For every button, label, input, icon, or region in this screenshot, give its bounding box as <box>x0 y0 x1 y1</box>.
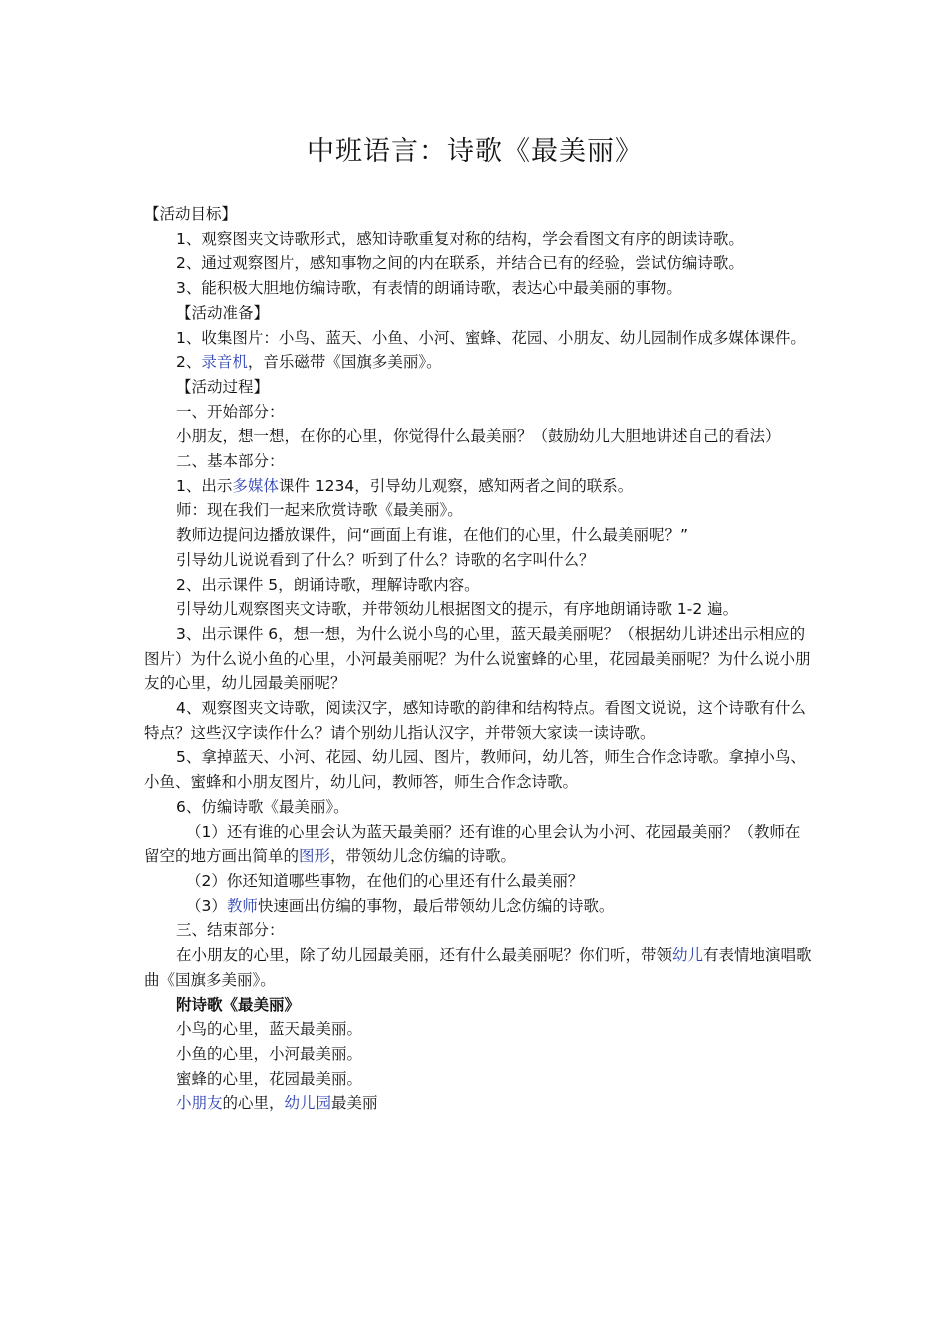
step1-text: 课件 1234，引导幼儿观察，感知两者之间的联系。 <box>278 476 634 495</box>
document-body <box>144 202 812 1116</box>
goal-item-1: 1、观察图夹文诗歌形式，感知诗歌重复对称的结构，学会看图文有序的朗读诗歌。 <box>176 229 744 248</box>
prep-item-1: 1、收集图片：小鸟、蓝天、小鱼、小河、蜜蜂、花园、小朋友、幼儿园制作成多媒体课件。 <box>176 328 806 347</box>
multimedia-link[interactable]: 多媒体 <box>232 476 279 495</box>
kids-link[interactable]: 小朋友 <box>176 1094 223 1113</box>
step1 <box>144 474 812 499</box>
children-link[interactable]: 幼儿 <box>672 946 704 965</box>
page-title: 中班语言：诗歌《最美丽》 <box>307 136 643 167</box>
poem-line-4-a: 的心里， <box>222 1094 285 1113</box>
poem-line-2: 小鱼的心里，小河最美丽。 <box>176 1044 363 1063</box>
graphic-link[interactable]: 图形 <box>299 847 331 866</box>
teacher-link[interactable]: 教师 <box>226 896 258 915</box>
process-heading: 【活动过程】 <box>176 377 270 396</box>
step3: 3、出示课件 6，想一想，为什么说小鸟的心里，蓝天最美丽呢？（根据幼儿讲述出示相应的图片）为什么说小鱼的心里，小河最美丽呢？为什么说蜜蜂的心里，花园最美丽呢？为什么说小朋友的心里，幼儿园最美丽呢？ <box>144 624 811 693</box>
step6-sub-3 <box>144 894 812 919</box>
kindergarten-link[interactable]: 幼儿园 <box>284 1094 332 1113</box>
step5: 5、拿掉蓝天、小河、花园、幼儿园、图片，教师问，幼儿答，师生合作念诗歌。拿掉小鸟、小鱼、蜜蜂和小朋友图片，幼儿问，教师答，师生合作念诗歌。 <box>144 748 806 792</box>
goal-item-3: 3、能积极大胆地仿编诗歌，有表情的朗诵诗歌，表达心中最美丽的事物。 <box>176 279 682 298</box>
step1-num: 1、出示 <box>176 476 233 495</box>
step2: 2、出示课件 5，朗诵诗歌，理解诗歌内容。 <box>176 575 480 594</box>
step4: 4、观察图夹文诗歌，阅读汉字，感知诗歌的韵律和结构特点。看图文说说，这个诗歌有什么特点？这些汉字读作什么？请个别幼儿指认汉字，并带领大家读一读诗歌。 <box>144 699 806 742</box>
step6-sub-1 <box>144 820 812 869</box>
step2-line-1: 引导幼儿观察图夹文诗歌，并带领幼儿根据图文的提示，有序地朗诵诗歌 1-2 遍。 <box>176 600 739 619</box>
goal-heading: 【活动目标】 <box>144 205 238 223</box>
part3-heading: 三、结束部分： <box>176 921 285 940</box>
step6: 6、仿编诗歌《最美丽》。 <box>176 797 349 816</box>
poem-heading: 附诗歌《最美丽》 <box>176 995 301 1014</box>
part2-heading: 二、基本部分： <box>176 452 285 471</box>
part3-text-a: 在小朋友的心里，除了幼儿园最美丽，还有什么最美丽呢？你们听，带领 <box>176 946 673 965</box>
prep-item-2-text: ，音乐磁带《国旗多美丽》。 <box>247 353 442 372</box>
goal-item-2: 2、通过观察图片，感知事物之间的内在联系，并结合已有的经验，尝试仿编诗歌。 <box>176 254 744 273</box>
part1-heading: 一、开始部分： <box>176 402 285 421</box>
poem-line-4-b: 最美丽 <box>331 1094 378 1113</box>
poem-line-1: 小鸟的心里，蓝天最美丽。 <box>176 1020 363 1039</box>
poem-line-4 <box>144 1091 812 1116</box>
step6-sub-1-tail: ，带领幼儿念仿编的诗歌。 <box>330 847 517 866</box>
recorder-link[interactable]: 录音机 <box>201 353 248 372</box>
prep-item-2 <box>144 350 812 375</box>
prep-item-2-num: 2、 <box>176 353 202 372</box>
step1-line-2: 教师边提问边播放课件，问“画面上有谁，在他们的心里，什么最美丽呢？” <box>176 526 689 545</box>
prep-heading: 【活动准备】 <box>176 303 270 322</box>
step6-sub-3-num: （3） <box>186 896 227 915</box>
step1-line-1: 师：现在我们一起来欣赏诗歌《最美丽》。 <box>176 501 463 520</box>
step6-sub-2: （2）你还知道哪些事物，在他们的心里还有什么最美丽？ <box>186 871 584 890</box>
step6-sub-1-text: （1）还有谁的心里会认为蓝天最美丽？还有谁的心里会认为小河、花园最美丽？（教师在留空的地方画出简单的 <box>144 822 801 866</box>
part1-text: 小朋友，想一想，在你的心里，你觉得什么最美丽？（鼓励幼儿大胆地讲述自己的看法） <box>176 427 781 446</box>
part3-text-b: 有表情地演唱歌曲《国旗多美丽》。 <box>144 946 812 989</box>
step1-line-3: 引导幼儿说说看到了什么？听到了什么？诗歌的名字叫什么？ <box>176 550 595 569</box>
part3-text <box>144 943 812 992</box>
step6-sub-3-text: 快速画出仿编的事物，最后带领幼儿念仿编的诗歌。 <box>257 896 615 915</box>
poem-line-3: 蜜蜂的心里，花园最美丽。 <box>176 1069 363 1088</box>
